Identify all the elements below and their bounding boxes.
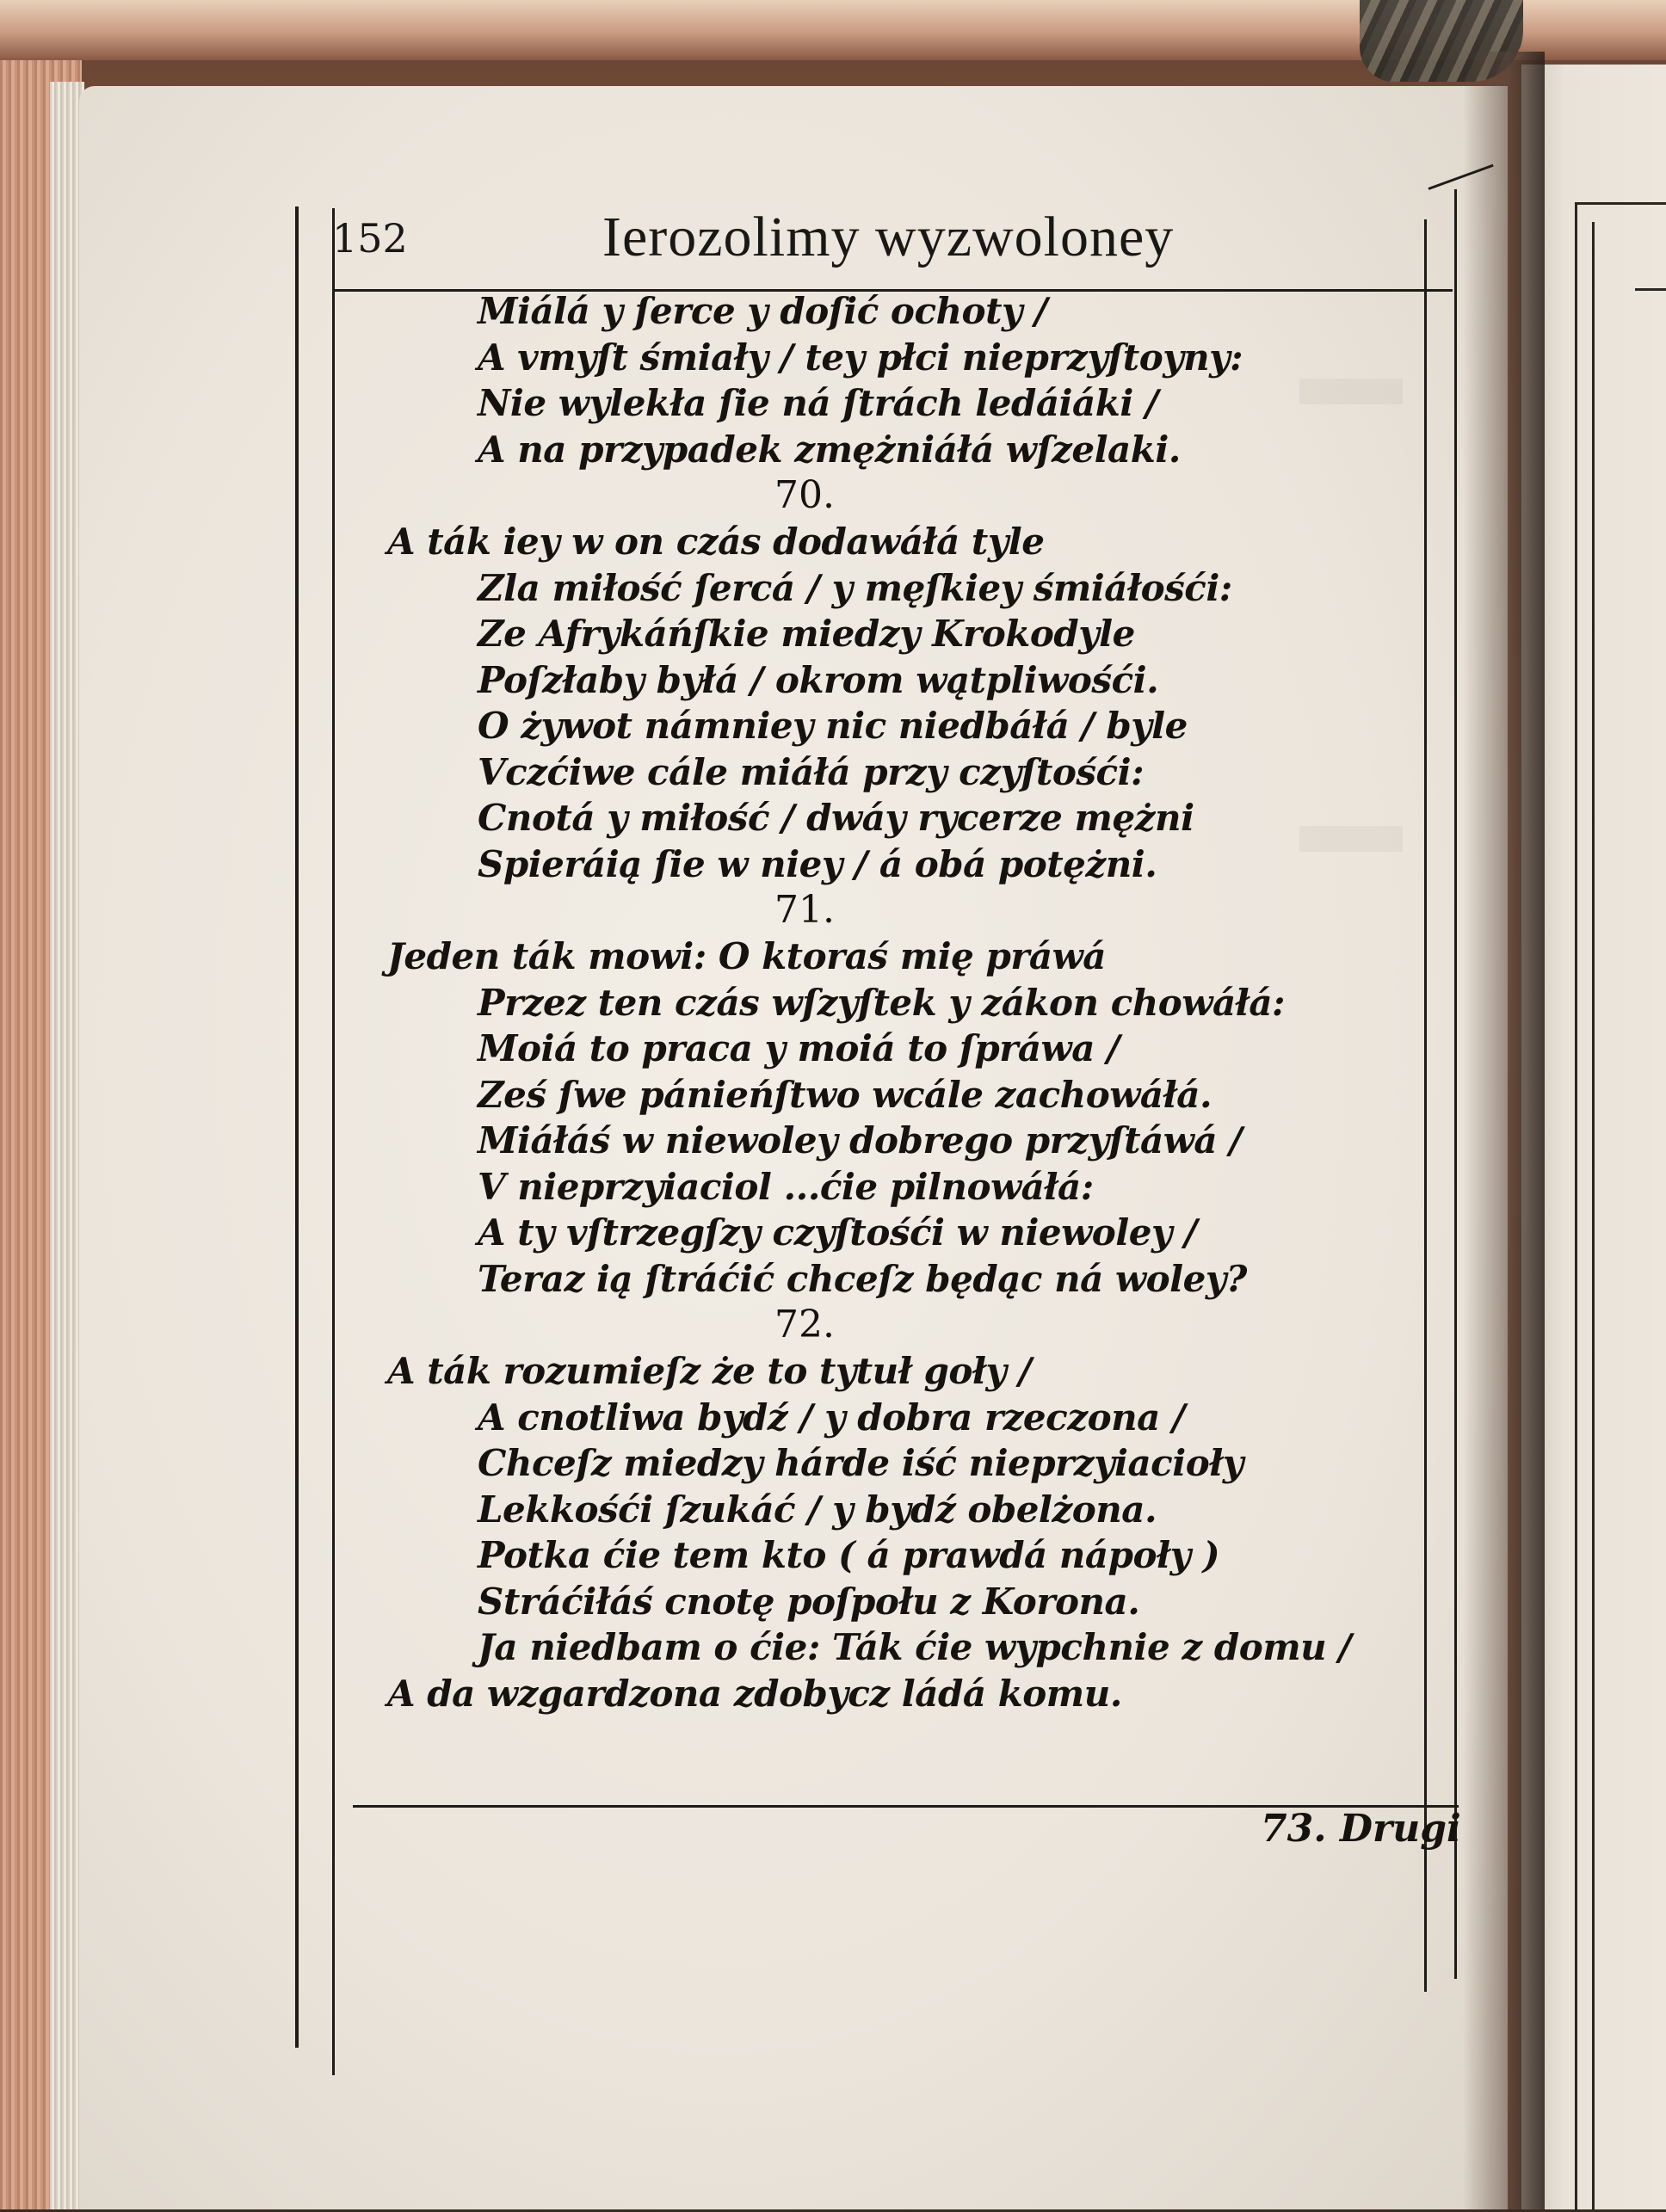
verse-line: A ták rozumieſz że to tytuł goły /: [387, 1350, 1032, 1392]
verse-line: A vmyſt śmiały / tey płci nieprzyſtoyny:: [478, 336, 1243, 379]
verse-line: Poſzłaby byłá / okrom wątpliwośći.: [478, 658, 1159, 701]
verse-line: Moiá to praca y moiá to ſpráwa /: [478, 1027, 1120, 1069]
running-head: Ierozolimy wyzwoloney: [602, 206, 1175, 268]
verse-line: Ja niedbam o ćie: Ták ćie wypchnie z domu /: [478, 1626, 1352, 1668]
verse-line: Nie wylekła ſie ná ſtrách ledáiáki /: [478, 382, 1158, 424]
stanza-number: 71.: [774, 888, 835, 932]
verse-line: Ze Afrykáńſkie miedzy Krokodyle: [478, 613, 1135, 655]
frame-rule-left-outer: [295, 206, 299, 2048]
verse-line: Miálá y ſerce y doſić ochoty /: [478, 290, 1047, 332]
verse-line: Stráćiłáś cnotę poſpołu z Korona.: [478, 1580, 1140, 1623]
verse-line: Ześ ſwe pánieńſtwo wcále zachowáłá.: [478, 1073, 1212, 1116]
verse-line: Chceſz miedzy hárde iść nieprzyiacioły: [478, 1442, 1243, 1484]
stanza-number: 72.: [774, 1303, 835, 1346]
page-number: 152: [332, 215, 408, 262]
verse-line: Cnotá y miłość / dwáy rycerze mężni: [478, 797, 1194, 839]
right-page-frame-inner: [1592, 222, 1666, 2209]
verse-line: A ták iey w on czás dodawáłá tyle: [387, 521, 1045, 563]
verse-line: A cnotliwa bydź / y dobra rzeczona /: [478, 1396, 1185, 1439]
stanza-number: 70.: [774, 473, 835, 517]
frame-rule-right-inner: [1424, 219, 1427, 1992]
frame-rule-right-outer: [1454, 189, 1457, 1979]
verse-line: Potka ćie tem kto ( á prawdá nápoły ): [478, 1534, 1220, 1576]
verse-line: Lekkośći ſzukáć / y bydź obelżona.: [478, 1488, 1157, 1531]
verse-line: Przez ten czás wſzyſtek y zákon chowáłá:: [478, 981, 1286, 1024]
verse-line: O żywot námniey nic niedbáłá / byle: [478, 705, 1188, 747]
verse-line: Miáłáś w niewoley dobrego przyſtáwá /: [478, 1119, 1243, 1161]
verse-line: Vczćiwe cále miáłá przy czyſtośći:: [478, 750, 1145, 793]
verse-line: A na przypadek zmężniáłá wſzelaki.: [478, 428, 1181, 471]
verse-line: Jeden ták mowi: O ktoraś mię práwá: [387, 935, 1107, 977]
catchword: 73. Drugi: [1261, 1807, 1461, 1851]
verse-line: Teraz ią ſtráćić chceſz będąc ná woley?: [478, 1257, 1247, 1300]
verse-line: V nieprzyiaciol ...ćie pilnowáłá:: [478, 1165, 1094, 1208]
verse-line: Spieráią ſie w niey / á obá potężni.: [478, 842, 1157, 885]
verse-line: A da wzgardzona zdobycz ládá komu.: [387, 1672, 1122, 1715]
gutter-shadow: [1463, 52, 1545, 2209]
verse-line: Zla miłość ſercá / y męſkiey śmiáłośći:: [478, 566, 1232, 609]
frame-rule-left-inner: [332, 208, 335, 2075]
verse-line: A ty vſtrzegſzy czyſtośći w niewoley /: [478, 1211, 1197, 1254]
verse-text-block: [387, 288, 1420, 1716]
right-page-rule: [1635, 288, 1666, 291]
